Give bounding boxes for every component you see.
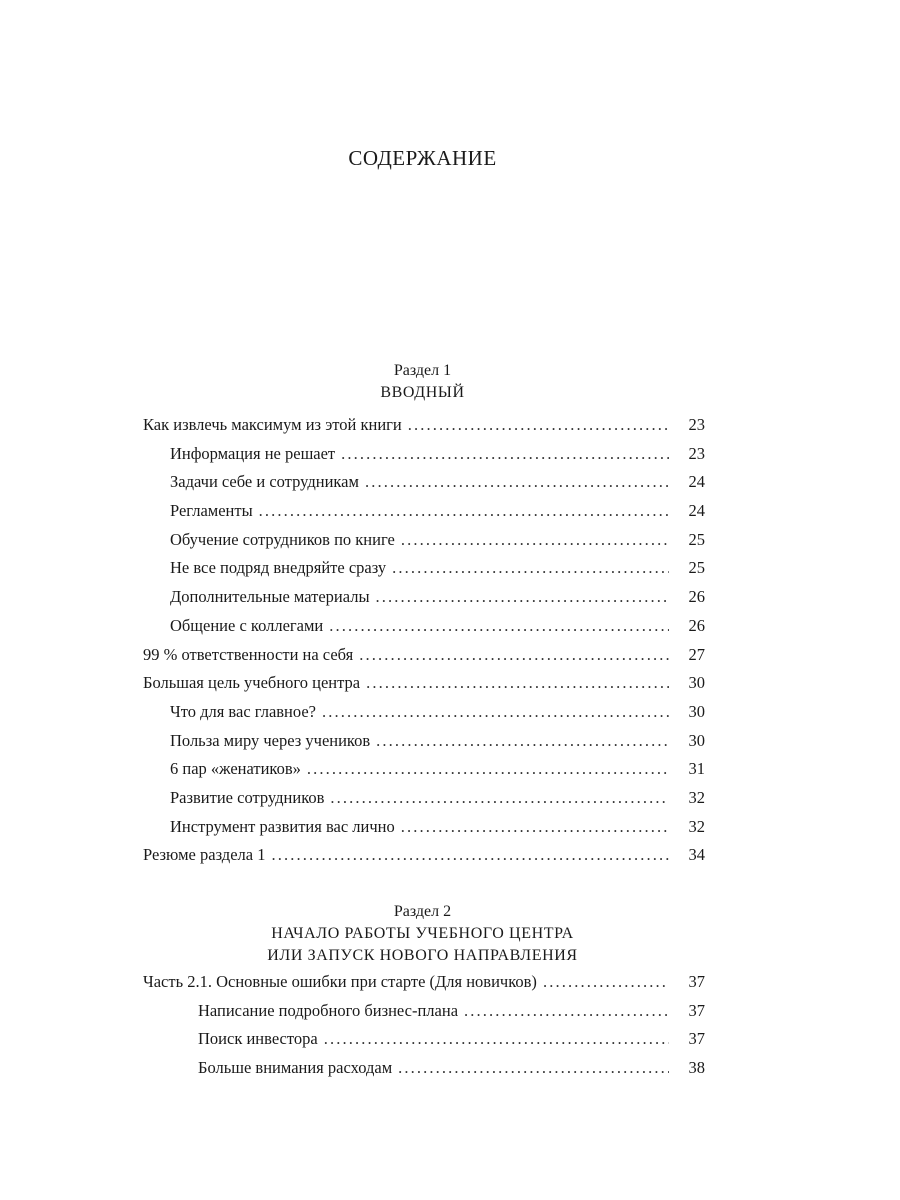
toc-entry	[143, 554, 705, 583]
dot-leader	[392, 554, 669, 583]
toc-entry-page: 32	[688, 816, 705, 836]
toc-entry	[143, 497, 705, 526]
dot-leader	[401, 813, 669, 842]
toc-entry-page: 37	[688, 1029, 705, 1049]
toc-entry-page: 26	[688, 587, 705, 607]
toc-entry	[143, 784, 705, 813]
dot-leader	[401, 526, 669, 555]
toc-entry-title: Что для вас главное?	[170, 701, 316, 721]
toc-entry-title: Резюме раздела 1	[143, 845, 266, 865]
toc-entry-title: Развитие сотрудников	[170, 787, 325, 807]
toc-entry-title: Обучение сотрудников по книге	[170, 529, 395, 549]
toc-entry	[143, 841, 705, 870]
toc-entry-title: Регламенты	[170, 501, 253, 521]
toc-entry	[143, 727, 705, 756]
toc-entry-title: Задачи себе и сотрудникам	[170, 472, 359, 492]
toc-entry-title: Информация не решает	[170, 443, 336, 463]
toc-entry	[143, 583, 705, 612]
toc-entry-page: 30	[688, 701, 705, 721]
toc-entry-title: Как извлечь максимум из этой книги	[143, 415, 402, 434]
toc-entry-title: 6 пар «женатиков»	[170, 759, 301, 779]
toc-entry-page: 24	[688, 501, 705, 521]
toc-entry-title: Больше внимания расходам	[198, 1058, 393, 1078]
toc-entry	[143, 612, 705, 641]
toc-entry-title: Написание подробного бизнес-плана	[198, 1000, 459, 1020]
toc-entry-page: 34	[688, 845, 705, 865]
toc-entry-title: Часть 2.1. Основные ошибки при старте (Для новичков)	[143, 972, 537, 991]
section-1-label: Раздел 1	[393, 362, 452, 379]
toc-entry-title: Общение с коллегами	[170, 615, 324, 635]
section-1-name: ВВОДНЫЙ	[380, 384, 465, 401]
toc-entry-title: Поиск инвестора	[198, 1029, 318, 1049]
toc-entry	[143, 411, 705, 440]
toc-entry	[143, 813, 705, 842]
page-title: СОДЕРЖАНИЕ	[348, 146, 497, 170]
toc-entry-title: Польза миру через учеников	[170, 730, 371, 750]
toc-entry-page: 31	[688, 759, 705, 779]
dot-leader	[376, 583, 669, 612]
toc-entry-page: 26	[688, 615, 705, 635]
toc-entry	[143, 755, 705, 784]
dot-leader	[398, 1054, 669, 1083]
toc-entry-page: 23	[688, 443, 705, 463]
section-2-name-line-2: ИЛИ ЗАПУСК НОВОГО НАПРАВЛЕНИЯ	[267, 947, 578, 964]
toc-entry-title: Инструмент развития вас лично	[170, 816, 395, 836]
dot-leader	[330, 784, 669, 813]
toc-entry-title: 99 % ответственности на себя	[143, 644, 354, 664]
section-1-header	[0, 360, 845, 404]
section-1-toc	[143, 411, 705, 870]
dot-leader	[271, 841, 669, 870]
toc-entry-page: 30	[688, 673, 705, 693]
toc-entry	[143, 641, 705, 670]
dot-leader	[464, 997, 669, 1026]
toc-entry-page: 37	[688, 972, 705, 991]
toc-entry	[143, 968, 705, 997]
toc-entry	[143, 468, 705, 497]
dot-leader	[366, 669, 669, 698]
section-2-header	[0, 901, 845, 967]
toc-entry-page: 38	[688, 1058, 705, 1078]
toc-entry	[143, 1025, 705, 1054]
toc-entry-page: 25	[688, 529, 705, 549]
toc-entry-page: 24	[688, 472, 705, 492]
dot-leader	[259, 497, 669, 526]
toc-entry-title: Не все подряд внедряйте сразу	[170, 558, 387, 578]
toc-entry-page: 27	[688, 644, 705, 664]
dot-leader	[307, 755, 669, 784]
toc-entry	[143, 440, 705, 469]
toc-entry	[143, 526, 705, 555]
dot-leader	[408, 411, 669, 440]
dot-leader	[376, 727, 669, 756]
dot-leader	[329, 612, 669, 641]
toc-entry	[143, 698, 705, 727]
toc-entry	[143, 1054, 705, 1083]
dot-leader	[365, 468, 669, 497]
dot-leader	[359, 641, 669, 670]
dot-leader	[324, 1025, 669, 1054]
toc-entry-page: 25	[688, 558, 705, 578]
toc-entry-page: 30	[688, 730, 705, 750]
section-2-toc	[143, 968, 705, 1083]
toc-entry-page: 32	[688, 787, 705, 807]
toc-entry-title: Большая цель учебного центра	[143, 673, 361, 693]
section-2-name-line-1: НАЧАЛО РАБОТЫ УЧЕБНОГО ЦЕНТРА	[271, 925, 574, 942]
toc-entry	[143, 997, 705, 1026]
toc-entry-page: 23	[688, 415, 705, 434]
dot-leader	[322, 698, 669, 727]
section-2-label: Раздел 2	[393, 903, 452, 920]
dot-leader	[341, 440, 669, 469]
toc-entry-title: Дополнительные материалы	[170, 587, 370, 607]
toc-entry-page: 37	[688, 1000, 705, 1020]
toc-entry	[143, 669, 705, 698]
dot-leader	[543, 968, 669, 997]
